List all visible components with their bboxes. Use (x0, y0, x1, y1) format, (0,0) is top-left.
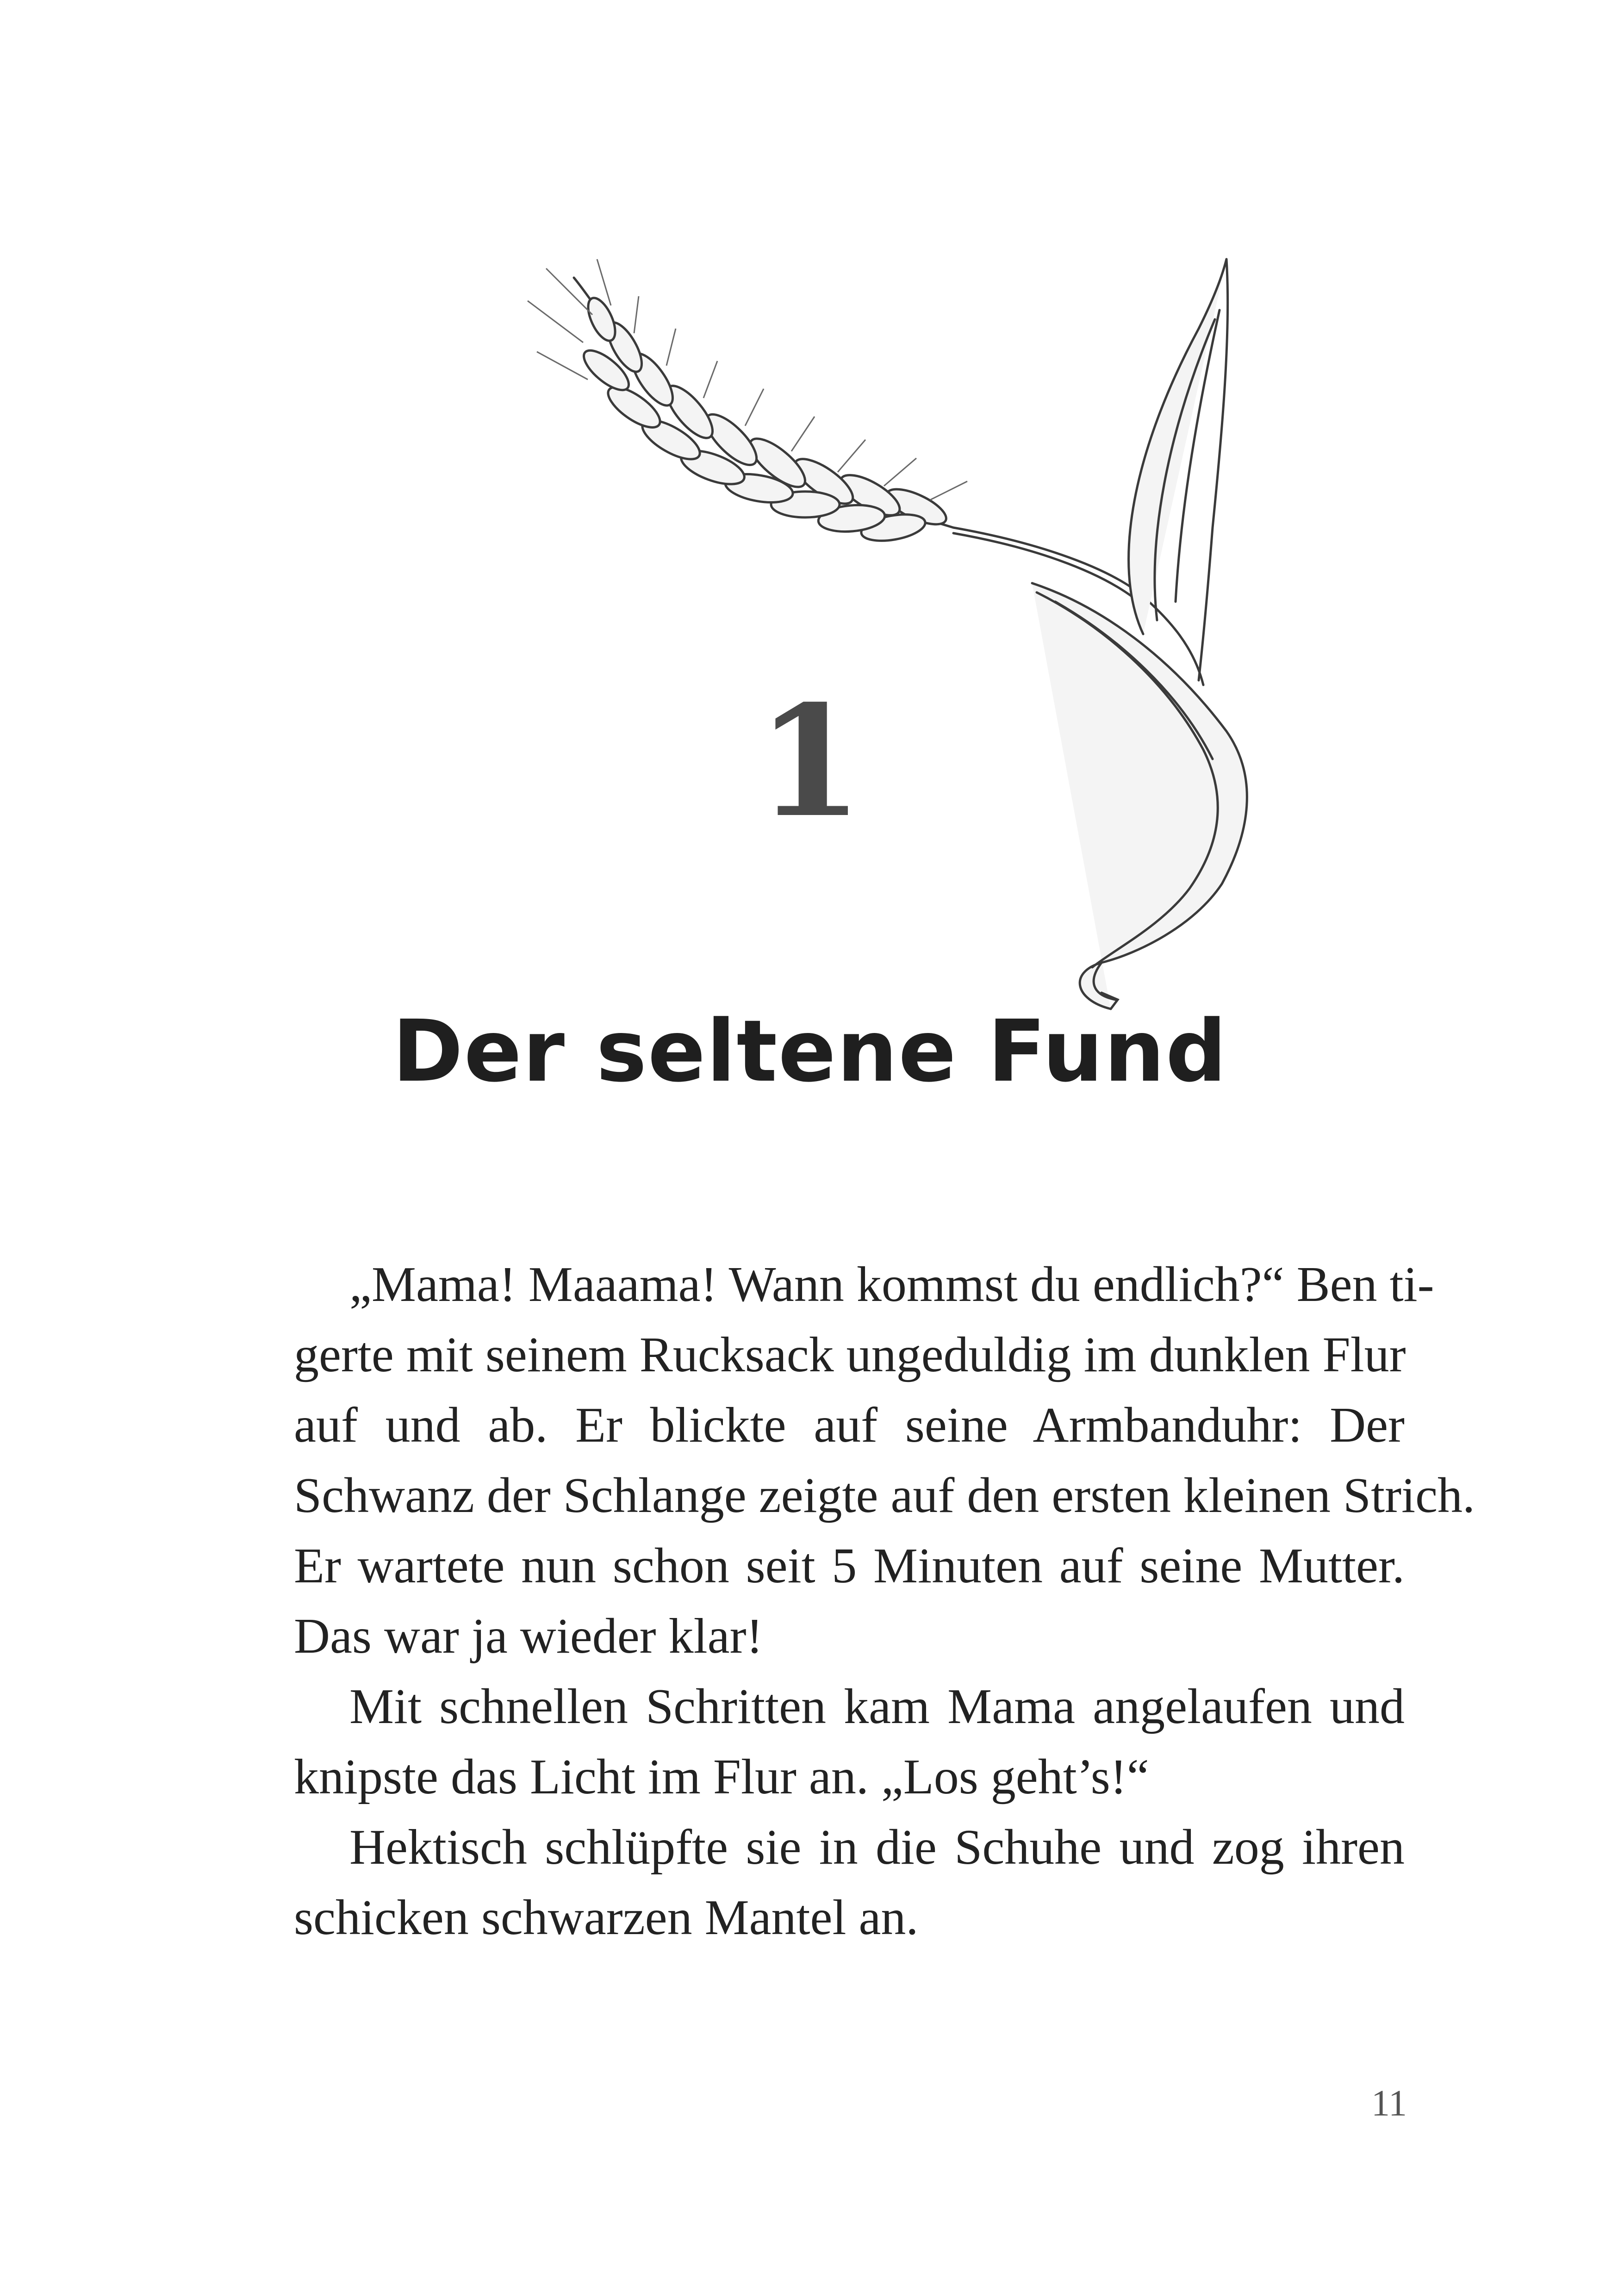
chapter-title: Der seltene Fund (392, 1002, 1228, 1101)
text-line: gerte mit seinem Rucksack ungeduldig im dunklen Flur (294, 1327, 1406, 1382)
text-line: Hektisch schlüpfte sie in die Schuhe und zog ihren (349, 1820, 1405, 1875)
chapter-number: 1 (757, 672, 863, 851)
text-line: auf und ab. Er blickte auf seine Armbanduhr: Der (294, 1398, 1405, 1453)
text-line: schicken schwarzen Mantel an. (294, 1890, 919, 1945)
page-number: 11 (1371, 2083, 1407, 2124)
text-line: knipste das Licht im Flur an. „Los geht’s!“ (294, 1749, 1149, 1804)
text-line: „Mama! Maaama! Wann kommst du endlich?“ Ben ti- (349, 1257, 1434, 1312)
paragraph (238, 1812, 1405, 1953)
paragraph (238, 1250, 1475, 1672)
text-line: Mit schnellen Schritten kam Mama angelaufen und (349, 1679, 1405, 1734)
paragraph (238, 1672, 1405, 1812)
text-line: Das war ja wieder klar! (294, 1609, 763, 1664)
chapter-body-text (238, 1250, 1475, 1953)
wheat-stalk-icon (500, 241, 1333, 1037)
text-line: Er wartete nun schon seit 5 Minuten auf seine Mutter. (294, 1538, 1405, 1593)
text-line: Schwanz der Schlange zeigte auf den ersten kleinen Strich. (294, 1468, 1475, 1523)
